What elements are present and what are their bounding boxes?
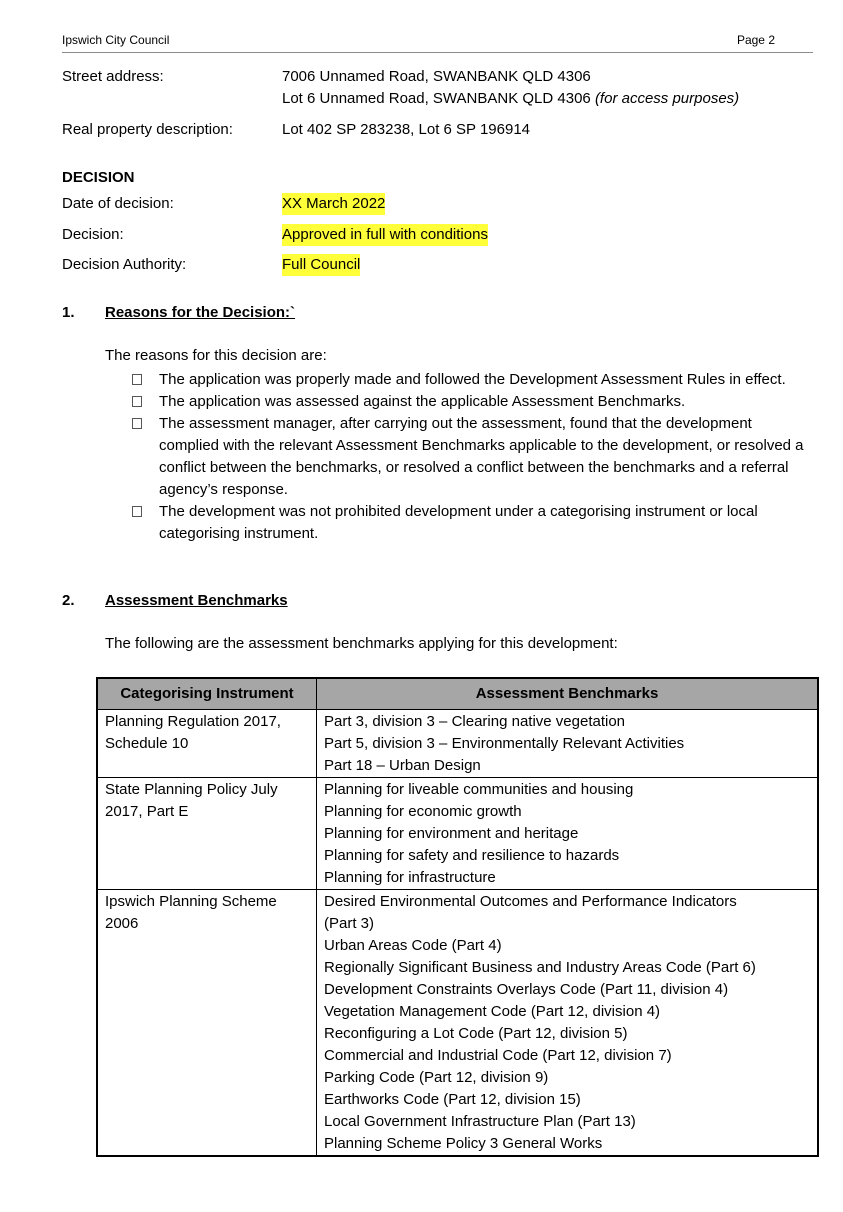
benchmarks-cell (317, 778, 819, 890)
decision-value: Approved in full with conditions (282, 224, 488, 246)
header-page-number: Page 2 (736, 33, 775, 47)
benchmarks-cell (317, 710, 819, 778)
benchmark-line: Urban Areas Code (Part 4) (324, 937, 502, 954)
list-item (105, 391, 815, 413)
instrument-line: 2017, Part E (105, 803, 189, 820)
section-2-number: 2. (62, 592, 75, 609)
benchmark-line: Part 18 – Urban Design (324, 757, 481, 774)
benchmark-line: Planning Scheme Policy 3 General Works (324, 1135, 603, 1152)
section-1-intro: The reasons for this decision are: (105, 347, 327, 364)
checkbox-bullet-icon (132, 506, 142, 517)
benchmark-line: Desired Environmental Outcomes and Performance Indicators (324, 893, 737, 910)
benchmark-line: Part 5, division 3 – Environmentally Relevant Activities (324, 735, 685, 752)
benchmark-line: Parking Code (Part 12, division 9) (324, 1069, 549, 1086)
benchmark-line: Earthworks Code (Part 12, division 15) (324, 1091, 581, 1108)
reason-text: The assessment manager, after carrying out the assessment, found that the development complied with the relevant Assessment Benchmarks applicable to the development, or resolved a conflict between the benchmarks, or resolved a conflict between the benchmarks and a referral agency’s response. (159, 415, 804, 498)
benchmarks-cell (317, 890, 819, 1157)
header-org: Ipswich City Council (62, 33, 170, 47)
instrument-line: Planning Regulation 2017, (105, 713, 281, 730)
column-header-instrument: Categorising Instrument (97, 678, 317, 710)
checkbox-bullet-icon (132, 418, 142, 429)
date-of-decision-label: Date of decision: (62, 195, 174, 212)
decision-label: Decision: (62, 226, 124, 243)
reason-text: The application was assessed against the applicable Assessment Benchmarks. (159, 393, 686, 410)
instrument-line: 2006 (105, 915, 139, 932)
benchmark-line: Local Government Infrastructure Plan (Part 13) (324, 1113, 636, 1130)
list-item (105, 501, 815, 545)
table-row (97, 890, 818, 1157)
benchmark-line: Reconfiguring a Lot Code (Part 12, division 5) (324, 1025, 628, 1042)
reason-text: The development was not prohibited development under a categorising instrument or local categorising instrument. (159, 503, 758, 542)
list-item (105, 413, 815, 501)
decision-authority-value: Full Council (282, 254, 360, 276)
street-address-line2-main: Lot 6 Unnamed Road, SWANBANK QLD 4306 (282, 90, 595, 107)
street-address-line2-note: (for access purposes) (594, 90, 740, 107)
benchmark-line: Planning for safety and resilience to hazards (324, 847, 620, 864)
benchmark-line: Planning for environment and heritage (324, 825, 579, 842)
checkbox-bullet-icon (132, 396, 142, 407)
decision-heading: DECISION (62, 169, 135, 186)
benchmark-line: Planning for economic growth (324, 803, 522, 820)
instrument-cell (97, 890, 317, 1157)
instrument-line: Ipswich Planning Scheme (105, 893, 277, 910)
instrument-cell (97, 710, 317, 778)
reasons-list (105, 369, 815, 545)
table-header-row (97, 678, 818, 710)
benchmark-line: Vegetation Management Code (Part 12, division 4) (324, 1003, 661, 1020)
table-row (97, 710, 818, 778)
instrument-line: Schedule 10 (105, 735, 189, 752)
section-1-title: Reasons for the Decision:` (105, 304, 296, 321)
street-address-line2 (282, 88, 739, 110)
benchmark-line: (Part 3) (324, 915, 375, 932)
benchmark-line: Part 3, division 3 – Clearing native vegetation (324, 713, 626, 730)
date-of-decision-value: XX March 2022 (282, 193, 385, 215)
benchmark-line: Commercial and Industrial Code (Part 12, division 7) (324, 1047, 672, 1064)
benchmark-line: Development Constraints Overlays Code (Part 11, division 4) (324, 981, 729, 998)
real-property-label: Real property description: (62, 121, 233, 138)
instrument-cell (97, 778, 317, 890)
list-item (105, 369, 815, 391)
decision-authority-label: Decision Authority: (62, 256, 187, 273)
section-1-number: 1. (62, 304, 75, 321)
checkbox-bullet-icon (132, 374, 142, 385)
benchmark-line: Regionally Significant Business and Industry Areas Code (Part 6) (324, 959, 756, 976)
section-2-title: Assessment Benchmarks (105, 592, 288, 609)
real-property-value: Lot 402 SP 283238, Lot 6 SP 196914 (282, 121, 530, 138)
street-address-label: Street address: (62, 68, 164, 85)
benchmark-line: Planning for liveable communities and housing (324, 781, 634, 798)
benchmark-line: Planning for infrastructure (324, 869, 496, 886)
street-address-line1: 7006 Unnamed Road, SWANBANK QLD 4306 (282, 68, 591, 85)
column-header-benchmarks: Assessment Benchmarks (317, 678, 819, 710)
instrument-line: State Planning Policy July (105, 781, 278, 798)
reason-text: The application was properly made and followed the Development Assessment Rules in effect. (159, 371, 786, 388)
benchmarks-table (96, 677, 819, 1157)
table-row (97, 778, 818, 890)
section-2-intro: The following are the assessment benchmarks applying for this development: (105, 635, 618, 652)
page-header (62, 32, 813, 53)
